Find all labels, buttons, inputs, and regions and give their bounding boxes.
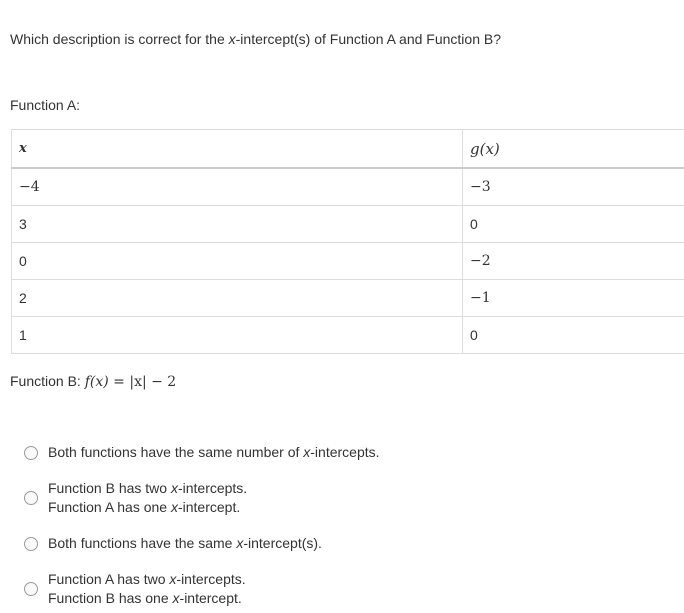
option-text-part: Function B has two: [48, 480, 171, 496]
cell-x: 2: [12, 280, 463, 317]
radio-button[interactable]: [24, 582, 38, 596]
function-b-rhs: = |x| − 2: [108, 374, 177, 390]
option-text-part: Both functions have the same number of: [48, 444, 304, 460]
option-text-part: -intercepts.: [176, 571, 246, 587]
option-text: [48, 534, 322, 553]
cell-x: 3: [12, 206, 463, 243]
table-row: [12, 243, 684, 280]
option-text-part: -intercept.: [177, 499, 241, 515]
option-text-part: Function B has one: [48, 590, 173, 606]
cell-x: 0: [12, 243, 463, 280]
header-gx-text: g(x): [470, 139, 500, 158]
radio-button[interactable]: [24, 491, 38, 505]
question-prefix: Which description is correct for the: [10, 31, 229, 47]
answer-option-4[interactable]: [24, 570, 246, 608]
radio-button[interactable]: [24, 537, 38, 551]
function-a-table: [11, 129, 684, 354]
question-variable: x: [228, 31, 236, 47]
option-text: [48, 479, 247, 517]
table-header-row: [12, 130, 684, 169]
option-variable: x: [303, 444, 311, 460]
option-variable: x: [236, 535, 244, 551]
option-text-part: Function A has one: [48, 499, 171, 515]
cell-x: −4: [12, 168, 463, 206]
option-text-part: -intercept(s).: [243, 535, 322, 551]
option-text-part: -intercept.: [179, 590, 242, 606]
option-text: [48, 443, 380, 462]
option-variable: x: [169, 571, 177, 587]
table-row: [12, 206, 684, 243]
cell-g: 0: [463, 206, 684, 243]
question-text: [10, 31, 501, 47]
option-variable: x: [170, 480, 178, 496]
cell-g: −2: [463, 243, 684, 280]
option-text-part: -intercepts.: [310, 444, 380, 460]
answer-option-3[interactable]: [24, 534, 322, 553]
function-a-label: Function A:: [10, 97, 81, 113]
option-variable: x: [170, 499, 178, 515]
function-b-definition: [10, 373, 176, 390]
answer-option-2[interactable]: [24, 479, 247, 517]
cell-g: −3: [463, 168, 684, 206]
option-variable: x: [172, 590, 180, 606]
answer-option-1[interactable]: [24, 443, 380, 462]
option-text-part: Both functions have the same: [48, 535, 237, 551]
table-row: [12, 168, 684, 206]
cell-g: −1: [463, 280, 684, 317]
option-text: [48, 570, 246, 608]
table-row: [12, 280, 684, 317]
cell-x: 1: [12, 317, 463, 354]
radio-button[interactable]: [24, 446, 38, 460]
function-b-lhs: f(x): [84, 374, 109, 390]
cell-g: 0: [463, 317, 684, 354]
option-text-part: Function A has two: [48, 571, 170, 587]
option-text-part: -intercepts.: [177, 480, 248, 496]
function-b-label: Function B:: [10, 373, 85, 389]
header-gx: [463, 130, 684, 169]
question-suffix: -intercept(s) of Function A and Function B?: [235, 31, 502, 47]
header-x: x: [12, 130, 463, 169]
table-row: [12, 317, 684, 354]
